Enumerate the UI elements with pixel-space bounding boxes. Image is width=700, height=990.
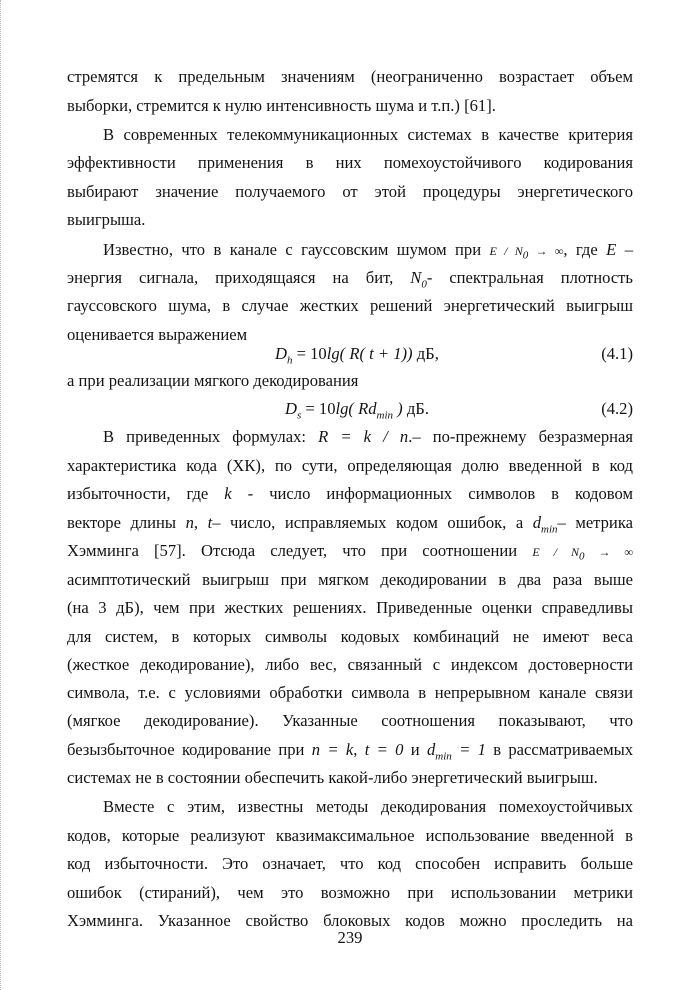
text-line: выбирают значение получаемого от этой процедуры энергетического	[67, 182, 633, 201]
paragraph-start: В приведенных формулах: R = k / n.– по-прежнему безразмерная	[103, 427, 633, 446]
text-line: Хэмминга. Указанное свойство блоковых кодов можно проследить на	[67, 911, 633, 930]
paragraph-start: В современных телекоммуникационных системах в качестве критерия	[103, 125, 633, 144]
text-line: (жесткое декодирование), либо вес, связанный с индексом достоверности	[67, 655, 633, 674]
text-line: а при реализации мягкого декодирования	[67, 371, 359, 390]
text-line: безызбыточное кодирование при n = k, t = 0 и $d_{min} = 1$ в рассматриваемых	[67, 740, 634, 763]
text-line: для систем, в которых символы кодовых комбинаций не имеют веса	[67, 627, 633, 646]
text-line: выборки, стремится к нулю интенсивность шума и т.п.) [61].	[67, 96, 496, 115]
text-line: кодов, которые реализуют квазимаксимальное использование введенной в	[67, 826, 633, 845]
paragraph-start: Известно, что в канале с гауссовским шумом при E / $N_0$ → ∞, где E –	[103, 240, 633, 262]
text-line: асимптотический выигрыш при мягком декодировании в два раза выше	[67, 570, 633, 589]
text-line: характеристика кода (ХК), по сути, определяющая долю введенной в код	[67, 456, 633, 475]
text-line: эффективности применения в них помехоустойчивого кодирования	[67, 153, 633, 172]
text-line: код избыточности. Это означает, что код способен исправить больше	[67, 854, 633, 873]
text-line: символа, т.е. с условиями обработки символа в непрерывном канале связи	[67, 683, 633, 702]
text-line: (мягкое декодирование). Указанные соотношения показывают, что	[67, 711, 633, 730]
equation-number: (4.1)	[601, 344, 633, 363]
text-line: векторе длины n, t– число, исправляемых кодом ошибок, а $d_{min}-$ метрика	[67, 513, 633, 536]
text-line: (на 3 дБ), чем при жестких решениях. Приведенные оценки справедливы	[67, 598, 633, 617]
text-line: гауссовского шума, в случае жестких решений энергетический выигрыш	[67, 296, 633, 315]
equation-4-1: $D_h = 10\lg$( R( t + 1)) дБ, (4.1)	[275, 344, 633, 367]
text-line: ошибок (стираний), чем это возможно при использовании метрики	[67, 883, 633, 902]
text-line: Хэмминга [57]. Отсюда следует, что при соотношении E / $N_0$ → ∞	[67, 541, 633, 563]
text-line: стремятся к предельным значениям (неограниченно возрастает объем	[67, 67, 633, 86]
text-line: энергия сигнала, приходящаяся на бит, $N_0-$ спектральная плотность	[67, 268, 633, 291]
page-edge-guide	[0, 0, 3, 990]
text-line: выигрыша.	[67, 210, 146, 229]
equation-4-2: $D_s = 10\lg$( $Rd_{min}$ ) дБ. (4.2)	[285, 399, 633, 422]
paragraph-start: Вместе с этим, известны методы декодирования помехоустойчивых	[103, 797, 633, 816]
page-number: 239	[337, 928, 363, 947]
text-line: оценивается выражением	[67, 325, 248, 344]
text-line: системах не в состоянии обеспечить какой-либо энергетический выигрыш.	[67, 768, 598, 787]
equation-number: (4.2)	[601, 399, 633, 418]
text-line: избыточности, где k - число информационных символов в кодовом	[67, 484, 633, 503]
